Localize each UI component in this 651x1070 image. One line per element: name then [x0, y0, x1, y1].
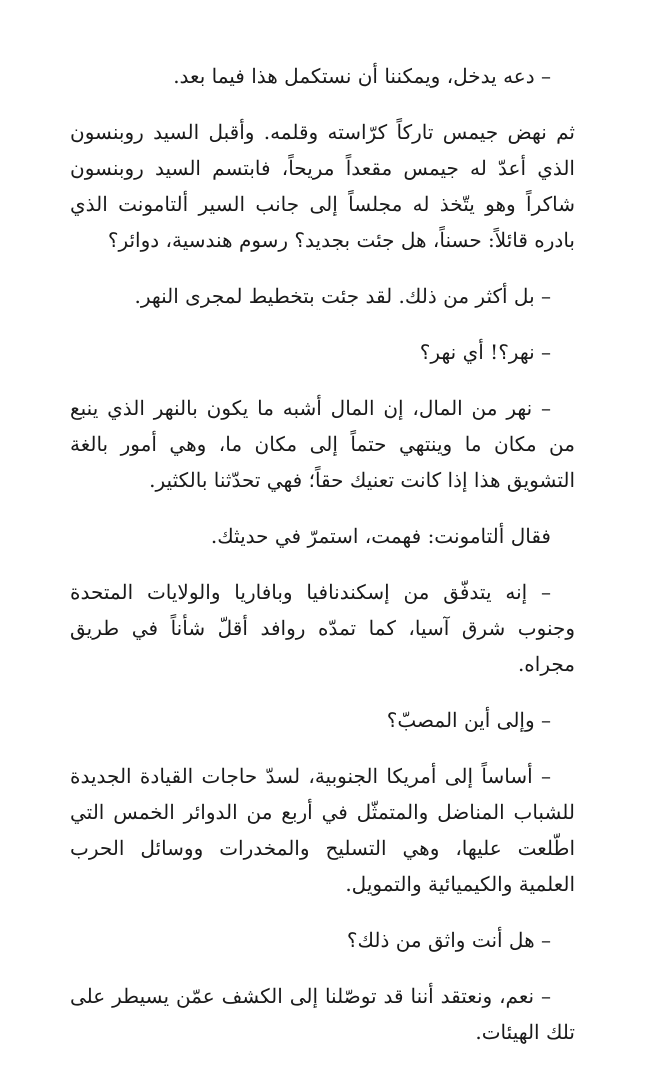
book-page-text — [70, 58, 575, 1070]
paragraph: – نعم، ونعتقد أننا قد توصّلنا إلى الكشف عمّن يسيطر على تلك الهيئات. — [70, 984, 575, 1044]
paragraph: فقال ألتامونت: فهمت، استمرّ في حديثك. — [210, 524, 551, 548]
paragraph: – إنه يتدفّق من إسكندنافيا وبافاريا والولايات المتحدة وجنوب شرق آسيا، كما تمدّه روافد أقلّ شأناً في طريق مجراه. — [70, 580, 575, 676]
paragraph: – بل أكثر من ذلك. لقد جئت بتخطيط لمجرى النهر. — [134, 284, 551, 308]
paragraph: – دعه يدخل، ويمكننا أن نستكمل هذا فيما بعد. — [173, 64, 551, 88]
paragraph: ثم نهض جيمس تاركاً كرّاسته وقلمه. وأقبل السيد روبنسون الذي أعدّ له جيمس مقعداً مريحاً، فابتسم السيد روبنسون شاكراً وهو يتّخذ له مجلساً إلى جانب السير ألتامونت الذي بادره قائلاً: حسناً، هل جئت بجديد؟ رسوم هندسية، دوائر؟ — [70, 120, 575, 252]
paragraph: – وإلى أين المصبّ؟ — [386, 708, 551, 732]
paragraph: – أساساً إلى أمريكا الجنوبية، لسدّ حاجات القيادة الجديدة للشباب المناضل والمتمثّل في أربع من الدوائر الخمس التي اطّلعت عليها، وهي التسليح والمخدرات ووسائل الحرب العلمية والكيميائية والتمويل. — [70, 764, 575, 896]
paragraph: – نهر؟! أي نهر؟ — [419, 340, 551, 364]
paragraph: – نهر من المال، إن المال أشبه ما يكون بالنهر الذي ينبع من مكان ما وينتهي حتماً إلى مكان ما، وهي أمور بالغة التشويق هذا إذا كانت تعنيك حقاً؛ فهي تحدّثنا بالكثير. — [70, 396, 575, 492]
paragraph: – هل أنت واثق من ذلك؟ — [346, 928, 551, 952]
